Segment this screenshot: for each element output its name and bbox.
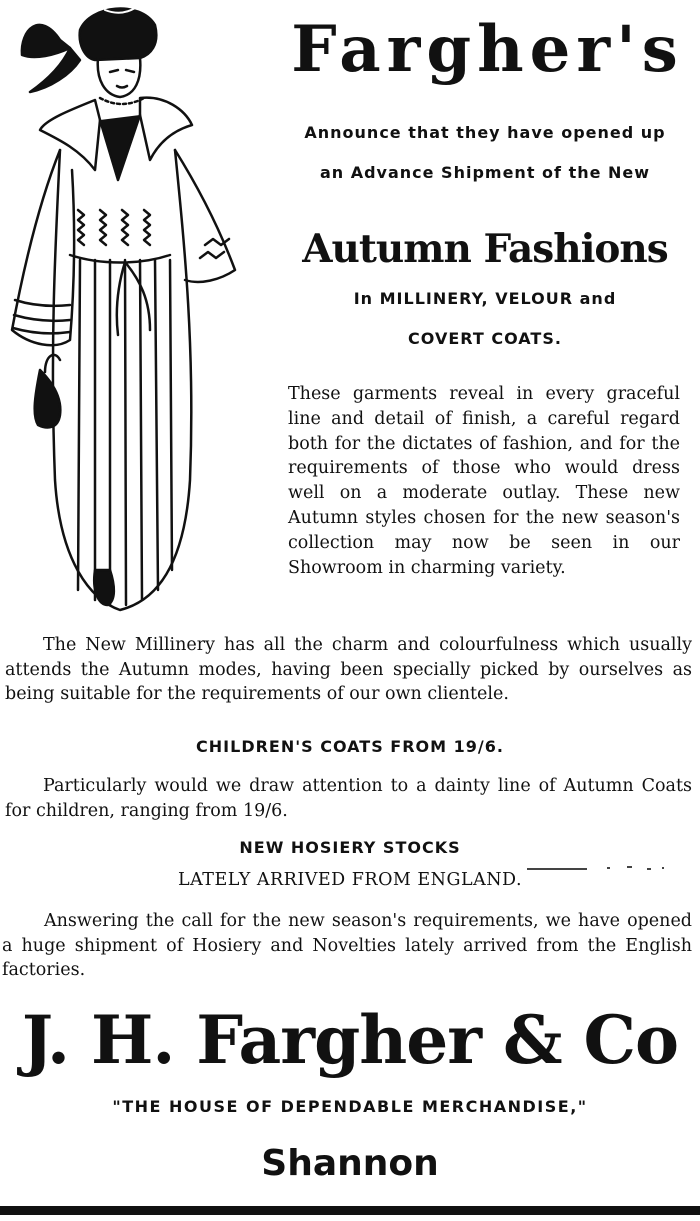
fashion-lady-icon bbox=[0, 0, 260, 630]
feature-headline: Autumn Fashions bbox=[302, 226, 668, 272]
hosiery-heading: NEW HOSIERY STOCKS bbox=[239, 838, 461, 857]
print-smudge bbox=[527, 857, 677, 865]
hosiery-subheading: LATELY ARRIVED FROM ENGLAND. bbox=[177, 870, 523, 890]
announce-line-1: Announce that they have opened up bbox=[304, 123, 666, 142]
millinery-paragraph: The New Millinery has all the charm and colourfulness which usually attends the Autumn modes, having been specially picked by ourselves as being suitable for the requirements of our own clientele. bbox=[5, 635, 692, 704]
company-motto: "THE HOUSE OF DEPENDABLE MERCHANDISE," bbox=[112, 1097, 588, 1116]
fashion-illustration bbox=[0, 0, 260, 630]
store-title: Fargher's bbox=[291, 12, 684, 87]
feature-line-1: In MILLINERY, VELOUR and bbox=[353, 289, 617, 308]
announce-line-2: an Advance Shipment of the New bbox=[319, 163, 651, 182]
company-name: J. H. Fargher & Co bbox=[21, 1001, 679, 1079]
children-coats-paragraph: Particularly would we draw attention to a dainty line of Autumn Coats for children, ranging from 19/6. bbox=[5, 776, 692, 821]
town-name: Shannon bbox=[261, 1143, 439, 1184]
bottom-rule bbox=[0, 1206, 700, 1215]
hosiery-paragraph: Answering the call for the new season's requirements, we have opened a huge shipment of Hosiery and Novelties lately arrived from the English factories. bbox=[2, 911, 692, 980]
children-coats-heading: CHILDREN'S COATS FROM 19/6. bbox=[196, 737, 504, 756]
feature-line-2: COVERT COATS. bbox=[408, 329, 562, 348]
garments-paragraph: These garments reveal in every graceful line and detail of finish, a careful regard both for the dictates of fashion, and for the requirements of those who would dress well on a moderate outlay. These new Autumn styles chosen for the new season's collection may now be seen in our Showroom in charming variety. bbox=[288, 384, 680, 578]
